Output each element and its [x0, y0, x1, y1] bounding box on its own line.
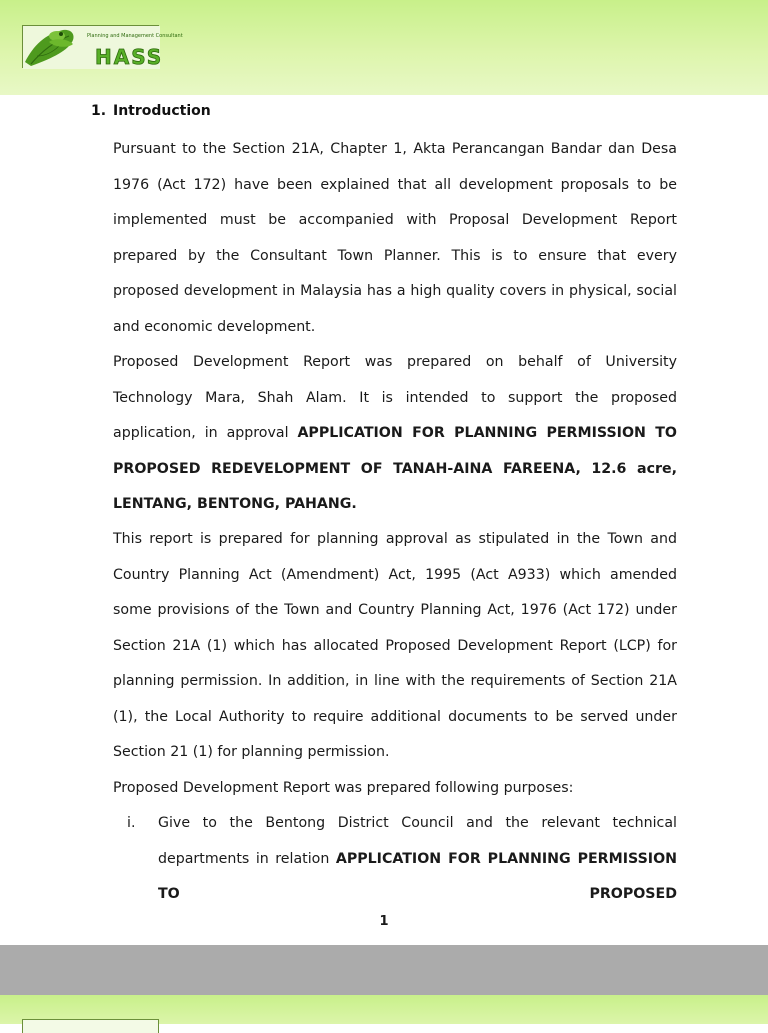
list-item-text — [158, 806, 677, 913]
list-item-bold: APPLICATION FOR PLANNING PERMISSION TO PROPOSED — [158, 850, 678, 902]
section-number: 1. — [91, 103, 107, 119]
page-number: 1 — [379, 914, 389, 929]
next-page-logo — [22, 1019, 159, 1033]
logo-subtitle: Planning and Management Consultant — [87, 33, 183, 39]
section-heading — [91, 103, 211, 119]
page-break-gap — [0, 945, 768, 995]
paragraph-2-intro: Proposed Development Report was prepared on behalf of University Technology Mara, Shah Alam. It is intended to support the proposed application, in approval — [113, 354, 677, 441]
section-title: Introduction — [113, 103, 211, 119]
paragraph-1: Pursuant to the Section 21A, Chapter 1, Akta Perancangan Bandar dan Desa 1976 (Act 172) have been explained that all development proposals to be implemented must be accompanied with Proposal Development Report prepared by the Consultant Town Planner. This is to ensure that every proposed development in Malaysia has a high quality covers in physical, social and economic development. — [113, 141, 677, 335]
frog-logo-icon — [23, 26, 183, 69]
paragraph-2-bold: APPLICATION FOR PLANNING PERMISSION TO PROPOSED REDEVELOPMENT OF TANAH-AINA FAREENA, 12.6 acre, LENTANG, BENTONG, PAHANG. — [113, 425, 677, 512]
page-header — [0, 0, 768, 95]
company-logo — [22, 25, 183, 69]
list-item-plain: Give to the Bentong District Council and the relevant technical departments in relation — [158, 815, 677, 867]
paragraph-4: Proposed Development Report was prepared following purposes: — [113, 780, 574, 796]
logo-text: HASS — [95, 45, 164, 69]
list-marker: i. — [127, 815, 136, 831]
paragraph-2 — [113, 345, 677, 523]
paragraph-3: This report is prepared for planning approval as stipulated in the Town and Country Planning Act (Amendment) Act, 1995 (Act A933) which amended some provisions of the Town and Country Planning Act, 1976 (Act 172) under Section 21A (1) which has allocated Proposed Development Report (LCP) for planning permission. In addition, in line with the requirements of Section 21A (1), the Local Authority to require additional documents to be served under Section 21 (1) for planning permission. — [113, 531, 677, 760]
